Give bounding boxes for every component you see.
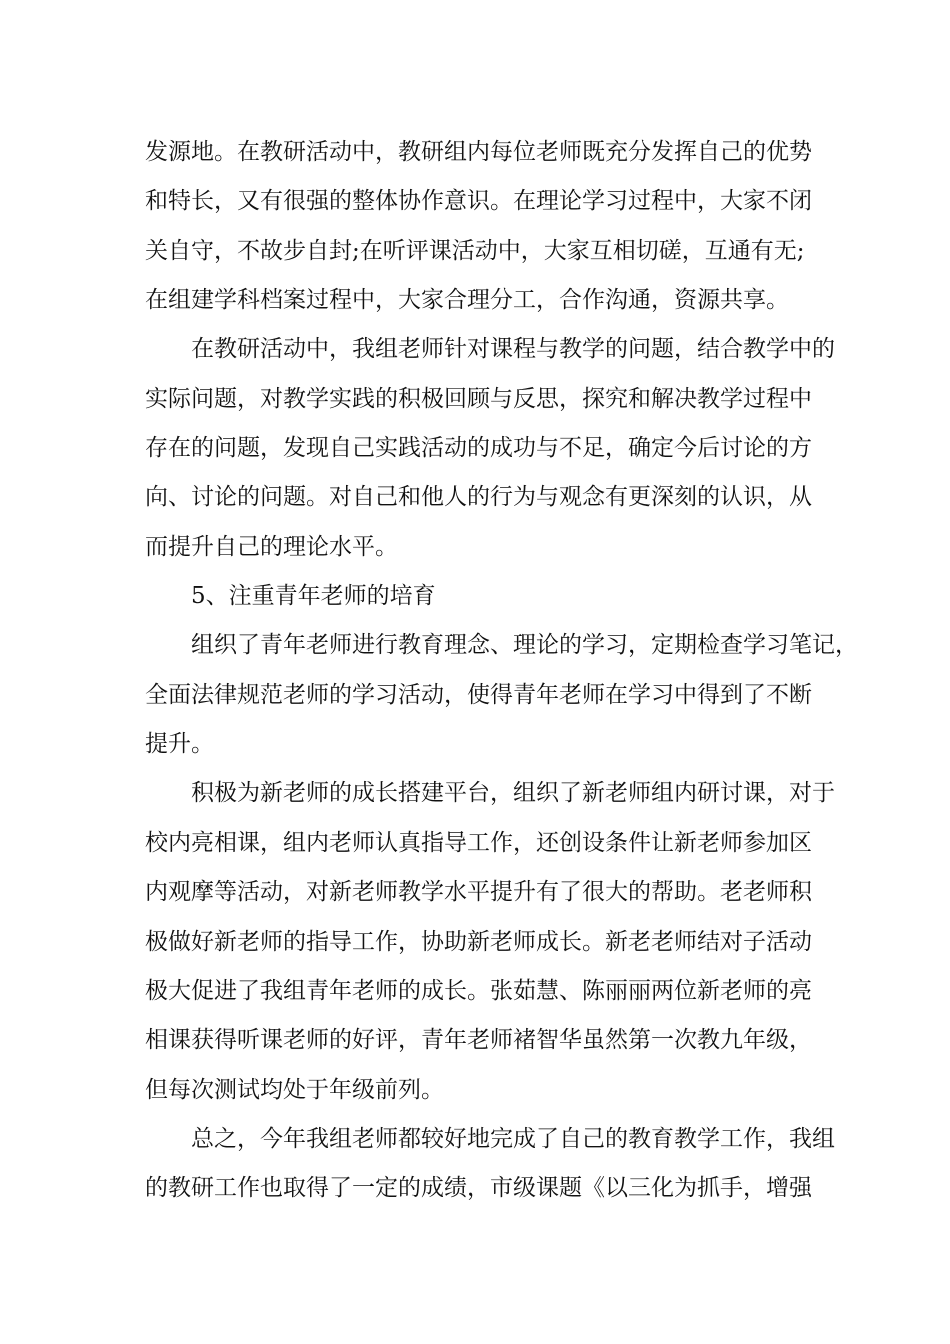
- text-line-18: 极大促进了我组青年老师的成长。张茹慧、陈丽丽两位新老师的亮: [145, 977, 812, 1004]
- text-line-21: 总之，今年我组老师都较好地完成了自己的教育教学工作，我组: [145, 1125, 835, 1152]
- text-line-5: 在教研活动中，我组老师针对课程与教学的问题，结合教学中的: [145, 336, 835, 363]
- text-line-11: 组织了青年老师进行教育理念、理论的学习，定期检查学习笔记，: [145, 632, 858, 659]
- text-line-3: 关自守，不故步自封;在听评课活动中，大家互相切磋，互通有无;: [145, 237, 805, 264]
- text-line-14: 积极为新老师的成长搭建平台，组织了新老师组内研讨课，对于: [145, 780, 835, 807]
- text-line-17: 极做好新老师的指导工作，协助新老师成长。新老老师结对子活动: [145, 928, 812, 955]
- text-line-9: 而提升自己的理论水平。: [145, 533, 398, 560]
- text-line-15: 校内亮相课，组内老师认真指导工作，还创设条件让新老师参加区: [145, 829, 812, 856]
- text-line-12: 全面法律规范老师的学习活动，使得青年老师在学习中得到了不断: [145, 681, 812, 708]
- text-line-8: 向、讨论的问题。对自己和他人的行为与观念有更深刻的认识，从: [145, 484, 812, 511]
- text-line-6: 实际问题，对教学实践的积极回顾与反思，探究和解决教学过程中: [145, 385, 812, 412]
- text-line-7: 存在的问题，发现自己实践活动的成功与不足，确定今后讨论的方: [145, 435, 812, 462]
- text-line-16: 内观摩等活动，对新老师教学水平提升有了很大的帮助。老老师积: [145, 879, 812, 906]
- document-body: [145, 128, 858, 1214]
- text-line-20: 但每次测试均处于年级前列。: [145, 1076, 444, 1103]
- text-line-13: 提升。: [145, 731, 214, 758]
- text-line-22: 的教研工作也取得了一定的成绩，市级课题《以三化为抓手，增强: [145, 1175, 812, 1202]
- text-line-19: 相课获得听课老师的好评，青年老师褚智华虽然第一次教九年级，: [145, 1027, 812, 1054]
- text-line-2: 和特长，又有很强的整体协作意识。在理论学习过程中，大家不闭: [145, 188, 812, 215]
- text-line-4: 在组建学科档案过程中，大家合理分工，合作沟通，资源共享。: [145, 287, 789, 314]
- section-heading: 5、注重青年老师的培育: [145, 583, 436, 610]
- text-line-1: 发源地。在教研活动中，教研组内每位老师既充分发挥自己的优势: [145, 139, 812, 165]
